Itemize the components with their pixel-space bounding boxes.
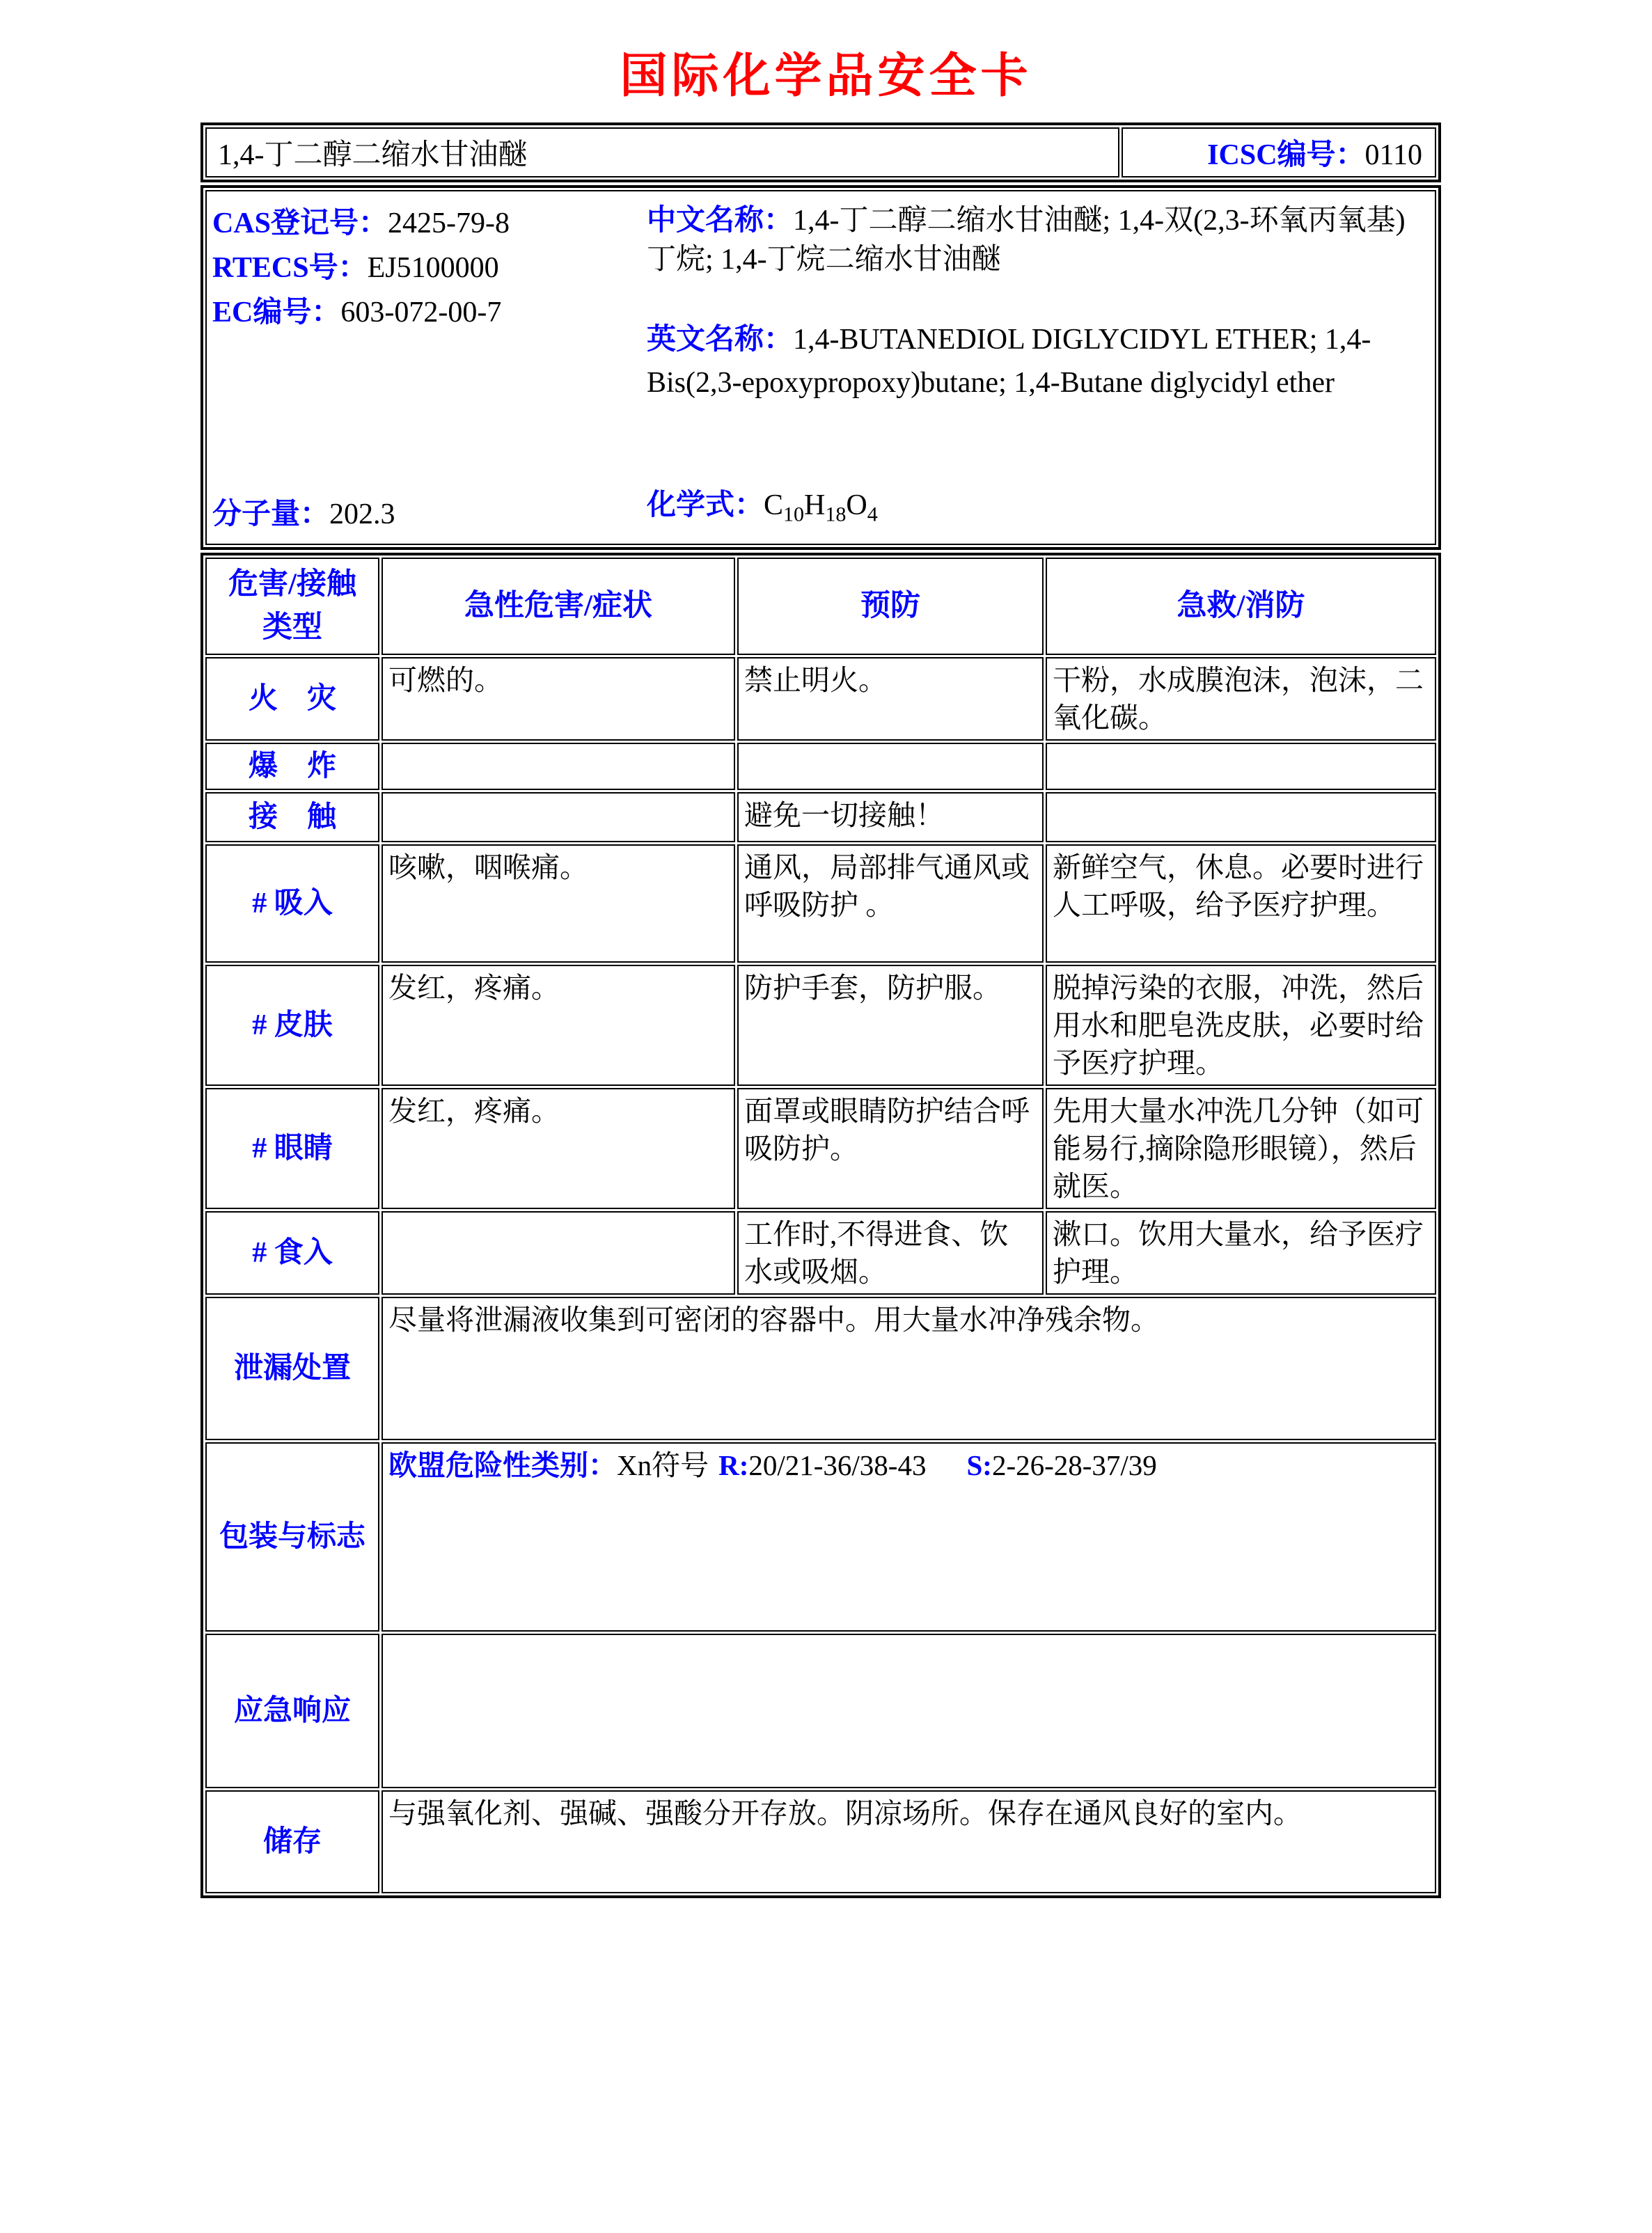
column-header-first-aid: 急救/消防 xyxy=(1046,558,1436,655)
contact-response-cell xyxy=(1046,792,1436,842)
eyes-prevention-cell: 面罩或眼睛防护结合呼吸防护。 xyxy=(737,1088,1044,1209)
explosion-row-label: 爆 炸 xyxy=(205,743,379,790)
ingestion-row xyxy=(205,1211,1436,1295)
inhalation-symptoms-cell: 咳嗽，咽喉痛。 xyxy=(381,844,735,963)
molecular-weight-line xyxy=(212,496,643,532)
cas-label: CAS登记号： xyxy=(212,207,388,239)
contact-prevention-cell: 避免一切接触！ xyxy=(737,792,1044,842)
substance-name: 1,4-丁二醇二缩水甘油醚 xyxy=(205,127,1119,177)
chinese-name-paragraph xyxy=(647,201,1428,279)
contact-symptoms-cell xyxy=(381,792,735,842)
hazard-table xyxy=(200,553,1441,1898)
ingestion-prevention-cell: 工作时,不得进食、饮水或吸烟。 xyxy=(737,1211,1044,1295)
icsc-number-label: ICSC编号： xyxy=(1207,139,1365,171)
english-name-label: 英文名称： xyxy=(647,324,794,356)
spill-content-cell: 尽量将泄漏液收集到可密闭的容器中。用大量水冲净残余物。 xyxy=(381,1297,1436,1440)
column-header-hazard-type: 危害/接触类型 xyxy=(205,558,379,655)
ec-line xyxy=(212,290,643,335)
xn-symbol-text: Xn符号 xyxy=(617,1449,709,1481)
chemical-formula: $C_{10}H_{18}O_4$ xyxy=(764,489,878,526)
emergency-content-cell xyxy=(381,1634,1436,1788)
names-block xyxy=(647,191,1435,542)
molecular-weight-label: 分子量： xyxy=(212,498,330,530)
identifiers-layout xyxy=(207,191,1435,542)
ec-value: 603-072-00-7 xyxy=(340,297,502,329)
explosion-symptoms-cell xyxy=(381,743,735,790)
spill-row-label: 泄漏处置 xyxy=(205,1297,379,1440)
registry-numbers-block xyxy=(207,191,647,542)
identifiers-table xyxy=(200,185,1441,550)
inhalation-prevention-cell: 通风，局部排气通风或呼吸防护 。 xyxy=(737,844,1044,963)
formula-label: 化学式： xyxy=(647,489,764,521)
registry-lines xyxy=(212,201,643,335)
chinese-name-label: 中文名称： xyxy=(647,205,794,237)
column-header-prevention: 预防 xyxy=(737,558,1044,655)
skin-symptoms-cell: 发红，疼痛。 xyxy=(381,965,735,1086)
r-phrases-value: 20/21-36/38-43 xyxy=(748,1449,927,1481)
storage-content-cell: 与强氧化剂、强碱、强酸分开存放。阴凉场所。保存在通风良好的室内。 xyxy=(381,1790,1436,1893)
r-phrases-label: R: xyxy=(718,1449,749,1481)
spill-row xyxy=(205,1297,1436,1440)
eyes-symptoms-cell: 发红，疼痛。 xyxy=(381,1088,735,1209)
card-content xyxy=(200,123,1441,1898)
identifiers-cell xyxy=(205,190,1436,545)
packaging-row xyxy=(205,1442,1436,1632)
english-name-paragraph xyxy=(647,318,1428,404)
packaging-content-cell xyxy=(381,1442,1436,1632)
fire-row xyxy=(205,657,1436,741)
rtecs-label: RTECS号： xyxy=(212,252,368,284)
column-header-symptoms: 急性危害/症状 xyxy=(381,558,735,655)
cas-value: 2425-79-8 xyxy=(388,207,510,239)
name-header-table xyxy=(200,123,1441,182)
eyes-row-label: # 眼睛 xyxy=(205,1088,379,1209)
skin-row xyxy=(205,965,1436,1086)
skin-prevention-cell: 防护手套，防护服。 xyxy=(737,965,1044,1086)
fire-response-cell: 干粉，水成膜泡沫，泡沫，二氧化碳。 xyxy=(1046,657,1436,741)
molecular-weight-value: 202.3 xyxy=(329,498,395,530)
s-phrases-label: S: xyxy=(966,1449,992,1481)
packaging-row-label: 包装与标志 xyxy=(205,1442,379,1632)
chinese-name-value: 1,4-丁二醇二缩水甘油醚; 1,4-双(2,3-环氧丙氧基)丁烷; 1,4-丁烷二缩水甘油醚 xyxy=(647,205,1406,276)
inhalation-row xyxy=(205,844,1436,963)
icsc-number-cell xyxy=(1122,127,1436,177)
emergency-row-label: 应急响应 xyxy=(205,1634,379,1788)
ingestion-symptoms-cell xyxy=(381,1211,735,1295)
storage-row xyxy=(205,1790,1436,1893)
ingestion-row-label: # 食入 xyxy=(205,1211,379,1295)
hazard-header-row xyxy=(205,558,1436,655)
explosion-response-cell xyxy=(1046,743,1436,790)
fire-prevention-cell: 禁止明火。 xyxy=(737,657,1044,741)
rtecs-line xyxy=(212,246,643,290)
inhalation-response-cell: 新鲜空气，休息。必要时进行人工呼吸，给予医疗护理。 xyxy=(1046,844,1436,963)
skin-response-cell: 脱掉污染的衣服，冲洗，然后用水和肥皂洗皮肤，必要时给予医疗护理。 xyxy=(1046,965,1436,1086)
eyes-row xyxy=(205,1088,1436,1209)
contact-row xyxy=(205,792,1436,842)
eu-class-label: 欧盟危险性类别： xyxy=(388,1449,617,1481)
page-title: 国际化学品安全卡 xyxy=(620,49,1032,102)
explosion-prevention-cell xyxy=(737,743,1044,790)
formula-line xyxy=(647,487,1428,532)
s-phrases-value: 2-26-28-37/39 xyxy=(991,1449,1157,1481)
contact-row-label: 接 触 xyxy=(205,792,379,842)
explosion-row xyxy=(205,743,1436,790)
icsc-number-value: 0110 xyxy=(1364,139,1422,171)
storage-row-label: 储存 xyxy=(205,1790,379,1893)
skin-row-label: # 皮肤 xyxy=(205,965,379,1086)
eyes-response-cell: 先用大量水冲洗几分钟（如可能易行,摘除隐形眼镜），然后就医。 xyxy=(1046,1088,1436,1209)
emergency-row xyxy=(205,1634,1436,1788)
cas-line xyxy=(212,201,643,246)
rtecs-value: EJ5100000 xyxy=(367,252,499,284)
ingestion-response-cell: 漱口。饮用大量水，给予医疗护理。 xyxy=(1046,1211,1436,1295)
fire-symptoms-cell: 可燃的。 xyxy=(381,657,735,741)
fire-row-label: 火 灾 xyxy=(205,657,379,741)
english-name-value: 1,4-BUTANEDIOL DIGLYCIDYL ETHER; 1,4-Bis(2,3-epoxypropoxy)butane; 1,4-Butane diglycidyl ether xyxy=(647,324,1371,399)
ec-label: EC编号： xyxy=(212,297,341,329)
inhalation-row-label: # 吸入 xyxy=(205,844,379,963)
names-paragraphs xyxy=(647,201,1428,404)
